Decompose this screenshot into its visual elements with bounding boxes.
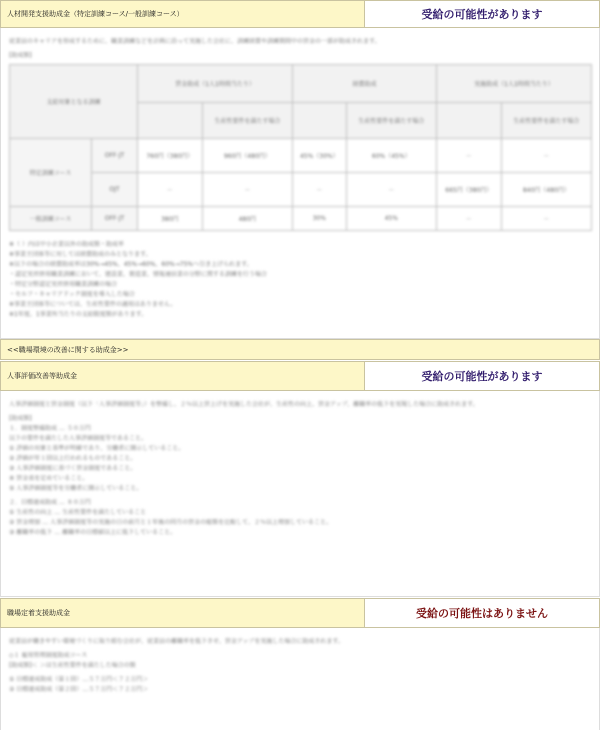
col-group-implementation: 実施助成（1人1時間当たり） <box>436 65 591 103</box>
intro-text: 従業員が働きやすい環境づくりに取り組む会社が、従業員の離職率を低下させ、賃金アップを実施した場合に助成されます。 <box>9 638 344 645</box>
col-group-wage: 賃金助成（1人1時間当たり） <box>138 65 293 103</box>
eligibility-status: 受給の可能性があります <box>365 1 599 27</box>
section-header-1 <box>0 0 600 28</box>
note-line: ※1年度、1事業所当たりの支給限度額があります。 <box>9 311 148 318</box>
note-line: ・セルフ・キャリアドック制度を導入した場合 <box>9 291 135 298</box>
section-title: 人材開発支援助成金（特定訓練コース/一般訓練コース） <box>1 1 365 27</box>
category-subtitle: <<職場環境の改善に関する助成金>> <box>0 339 600 360</box>
notes <box>9 241 591 319</box>
blurred-content: 従業員が働きやすい環境づくりに取り組む会社が、従業員の離職率を低下させ、賃金アップを実施した場合に助成されます。 ◇１ 雇用管理制度助成コース [助成額]＜ ＞は生産性要件を満たした場合の額 ① 目標達成助成（第１回）…５７万円＜７２万円＞ ② 目標達成助成（第２回）…５７万円＜７２万円＞ <box>9 638 591 694</box>
section-header-3 <box>0 598 600 628</box>
intro-text: 人事評価制度と賃金制度（以下「人事評価制度等」）を整備し、２％以上賃上げを実施した会社が、生産性の向上、賃金アップ、離職率の低下を実現した場合に助成されます。 <box>9 401 479 408</box>
table-label: [助成額] <box>9 52 32 59</box>
col-group-expense: 経費助成 <box>293 65 437 103</box>
section-header-2 <box>0 361 600 391</box>
note-line: ・特定分野認定実習併用職業訓練の場合 <box>9 281 118 288</box>
grant-table <box>9 64 592 231</box>
eligibility-status: 受給の可能性はありません <box>365 599 599 627</box>
sub-header: 生産性要件を満たす場合 <box>501 103 591 139</box>
eligibility-status: 受給の可能性があります <box>365 362 599 390</box>
section-title: 職場定着支援助成金 <box>1 599 365 627</box>
blurred-content <box>9 38 591 319</box>
sub-header: 生産性要件を満たす場合 <box>346 103 436 139</box>
table-row: OJT － － － － 665円（380円） 840円（480円） <box>10 173 592 207</box>
note-line: ※（ ）内は中小企業以外の助成額・助成率 <box>9 241 124 248</box>
section-content-2 <box>0 391 600 597</box>
blurred-content: 人事評価制度と賃金制度（以下「人事評価制度等」）を整備し、２％以上賃上げを実施した会社が、生産性の向上、賃金アップ、離職率の低下を実現した場合に助成されます。 [助成額] １．制度整備助成 … ５０万円 以下の要件を満たした人事評価制度等であること。 ① 評価の対象と基準が明確であり、労働者に開示していること。 ② 評価が年１回以上行われるものであること。 ③ 人事評価制度に基づく賃金制度であること。 ④ 賃金表を定めていること。 ⑤ 人事評価制度等を労働者に開示していること。 ２．目標達成助成 … ８０万円 ① 生産性の向上 … 生産性要件を満たしていること ② 賃金増加 … 人事評価制度等の実施の日の前月と１年後の同月の賃金の総額を比較して、２％以上増加していること。 ③ 離職率の低下 … 離職率の目標値以上に低下していること。 <box>9 401 591 537</box>
table-row: 一般訓練コース OFF-JT 380円 480円 30% 45% － － <box>10 207 592 231</box>
table-corner: 支給対象となる訓練 <box>10 65 138 139</box>
note-line: ※事業主団体等に対しては経費助成のみとなります。 <box>9 251 152 258</box>
note-line: ・認定実習併用職業訓練において、建設業、製造業、情報通信業の分野に関する訓練を行う場合 <box>9 271 267 278</box>
note-line: ※事業主団体等については、生産性要件の適用はありません。 <box>9 301 177 308</box>
note-line: ※以下の場合の経費助成率は30%→45%、45%→60%、60%→75%へ引き上げられます。 <box>9 261 253 268</box>
intro-text: 従業員のキャリアを形成するために、職業訓練などを計画に沿って実施した会社に、訓練経費や訓練期間中の賃金の一部が助成されます。 <box>9 38 381 45</box>
section-content-3 <box>0 628 600 730</box>
section-title: 人事評価改善等助成金 <box>1 362 365 390</box>
sub-header: 生産性要件を満たす場合 <box>202 103 292 139</box>
table-row: 特定訓練コース OFF-JT 760円（380円） 960円（480円） 45%（30%） 60%（45%） － － <box>10 139 592 173</box>
section-content-1 <box>0 28 600 339</box>
